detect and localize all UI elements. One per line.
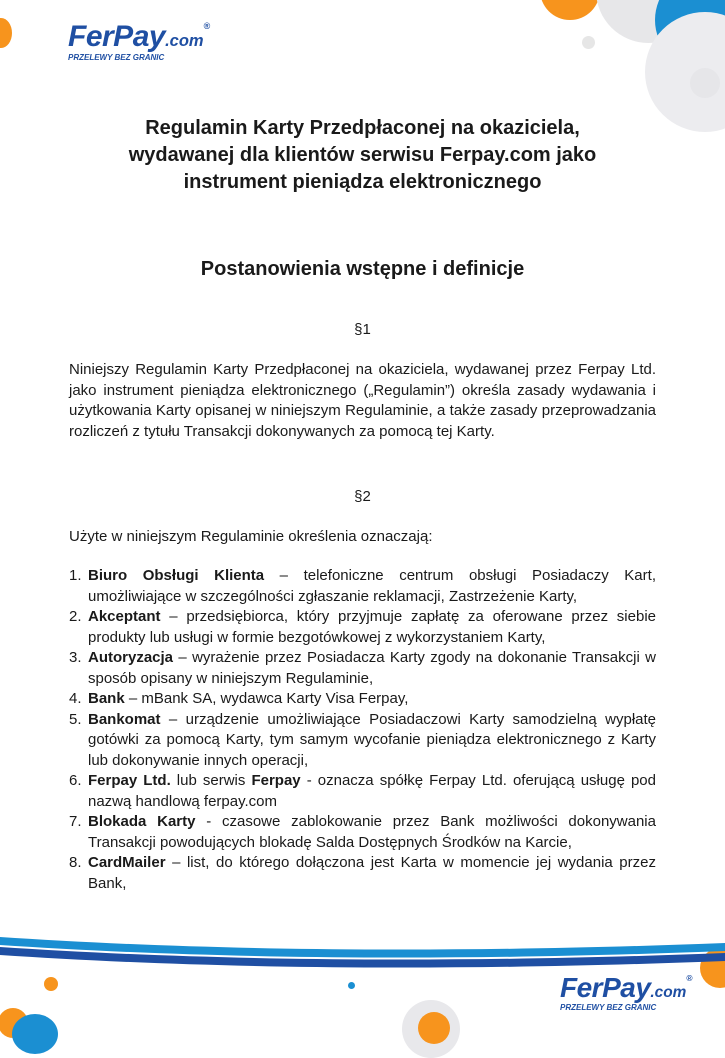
header-logo — [68, 22, 210, 62]
definition-term: Akceptant — [88, 608, 161, 625]
definition-term: Bank — [88, 690, 125, 707]
list-item — [69, 710, 656, 772]
list-number: 1. — [69, 567, 82, 584]
footer-wave — [0, 915, 725, 975]
decor-circle — [540, 0, 600, 20]
list-number: 5. — [69, 710, 82, 728]
decor-circle — [690, 68, 720, 98]
definition-term: Ferpay Ltd. — [88, 772, 171, 789]
decor-circle — [44, 977, 58, 991]
definition-term: Autoryzacja — [88, 649, 174, 666]
logo-reg-mark: ® — [686, 973, 692, 983]
decor-circle — [12, 1014, 58, 1054]
paragraph-2-intro: Użyte w niniejszym Regulaminie określenia oznaczają: — [69, 528, 433, 545]
list-number: 2. — [69, 608, 82, 625]
paragraph-mark-1: §1 — [354, 321, 371, 338]
decor-circle — [0, 18, 12, 48]
logo-brand: FerPay — [560, 972, 651, 1003]
list-number: 4. — [69, 690, 82, 707]
decor-circle — [582, 36, 595, 49]
paragraph-1-text: Niniejszy Regulamin Karty Przedpłaconej na okaziciela, wydawanej przez Ferpay Ltd. jako instrument pieniądza elektronicznego („Regulamin”) określa zasady wydawania i użytkowania Karty opisanej w niniejszym Regulaminie, a także zasady przeprowadzania rozliczeń z tytułu Transakcji dokonywanych za pomocą tej Karty. — [69, 361, 656, 440]
list-number: 6. — [69, 772, 82, 789]
definition-text: – przedsiębiorca, który przyjmuje zapłatę za oferowane przez siebie produkty lub usługi w formie bezgotówkowej z wykorzystaniem Karty, — [88, 608, 656, 646]
definition-text: - oznacza spółkę Ferpay Ltd. oferującą usługę pod nazwą handlową ferpay.com — [88, 772, 656, 810]
logo-tagline: PRZELEWY BEZ GRANIC — [560, 1003, 657, 1012]
section-title: Postanowienia wstępne i definicje — [200, 258, 525, 280]
decor-circle — [348, 982, 355, 989]
logo-tagline: PRZELEWY BEZ GRANIC — [68, 53, 165, 62]
definition-term: Biuro Obsługi Klienta — [88, 567, 265, 584]
list-number: 7. — [69, 813, 82, 830]
title-line: instrument pieniądza elektronicznego — [183, 171, 542, 193]
definition-term: Blokada Karty — [88, 813, 196, 830]
definition-term: Ferpay — [251, 772, 301, 789]
list-item — [69, 689, 656, 710]
logo-brand: FerPay — [68, 20, 166, 53]
list-item — [69, 607, 656, 648]
list-item — [69, 771, 656, 812]
title-line: Regulamin Karty Przedpłaconej na okaziciela, — [145, 117, 580, 139]
decor-circle — [418, 1012, 450, 1044]
definition-text: lub serwis — [170, 772, 252, 789]
list-item — [69, 812, 656, 853]
definitions-list — [69, 566, 656, 894]
definition-text: – urządzenie umożliwiające Posiadaczowi Karty samodzielną wypłatę gotówki za pomocą Karty, tym samym wycofanie pieniądza elektronicznego z Karty lub dokonywanie innych operacji, — [88, 710, 656, 769]
title-line: wydawanej dla klientów serwisu Ferpay.com jako — [128, 144, 597, 166]
logo-reg-mark: ® — [203, 21, 210, 31]
definition-term: Bankomat — [88, 710, 161, 728]
document-title — [60, 115, 665, 196]
definition-text: – list, do którego dołączona jest Karta w momencie jej wydania przez Bank, — [88, 854, 656, 892]
list-item — [69, 853, 656, 894]
list-number: 3. — [69, 649, 82, 666]
list-item — [69, 648, 656, 689]
logo-dotcom: .com — [650, 984, 687, 1001]
definition-text: – telefoniczne centrum obsługi Posiadaczy Kart, umożliwiające w szczególności zgłaszanie reklamacji, Zastrzeżenie Karty, — [88, 567, 656, 605]
definition-text: - czasowe zablokowanie przez Bank możliwości dokonywania Transakcji powodujących blokadę Salda Dostępnych Środków na Karcie, — [88, 813, 656, 851]
list-number: 8. — [69, 854, 82, 871]
list-item — [69, 566, 656, 607]
paragraph-mark-2: §2 — [354, 488, 371, 505]
definition-text: – wyrażenie przez Posiadacza Karty zgody na dokonanie Transakcji w sposób opisany w niniejszym Regulaminie, — [88, 649, 656, 687]
footer-logo — [560, 974, 692, 1012]
definition-text: – mBank SA, wydawca Karty Visa Ferpay, — [124, 690, 409, 707]
logo-dotcom: .com — [165, 32, 204, 50]
definition-term: CardMailer — [88, 854, 166, 871]
